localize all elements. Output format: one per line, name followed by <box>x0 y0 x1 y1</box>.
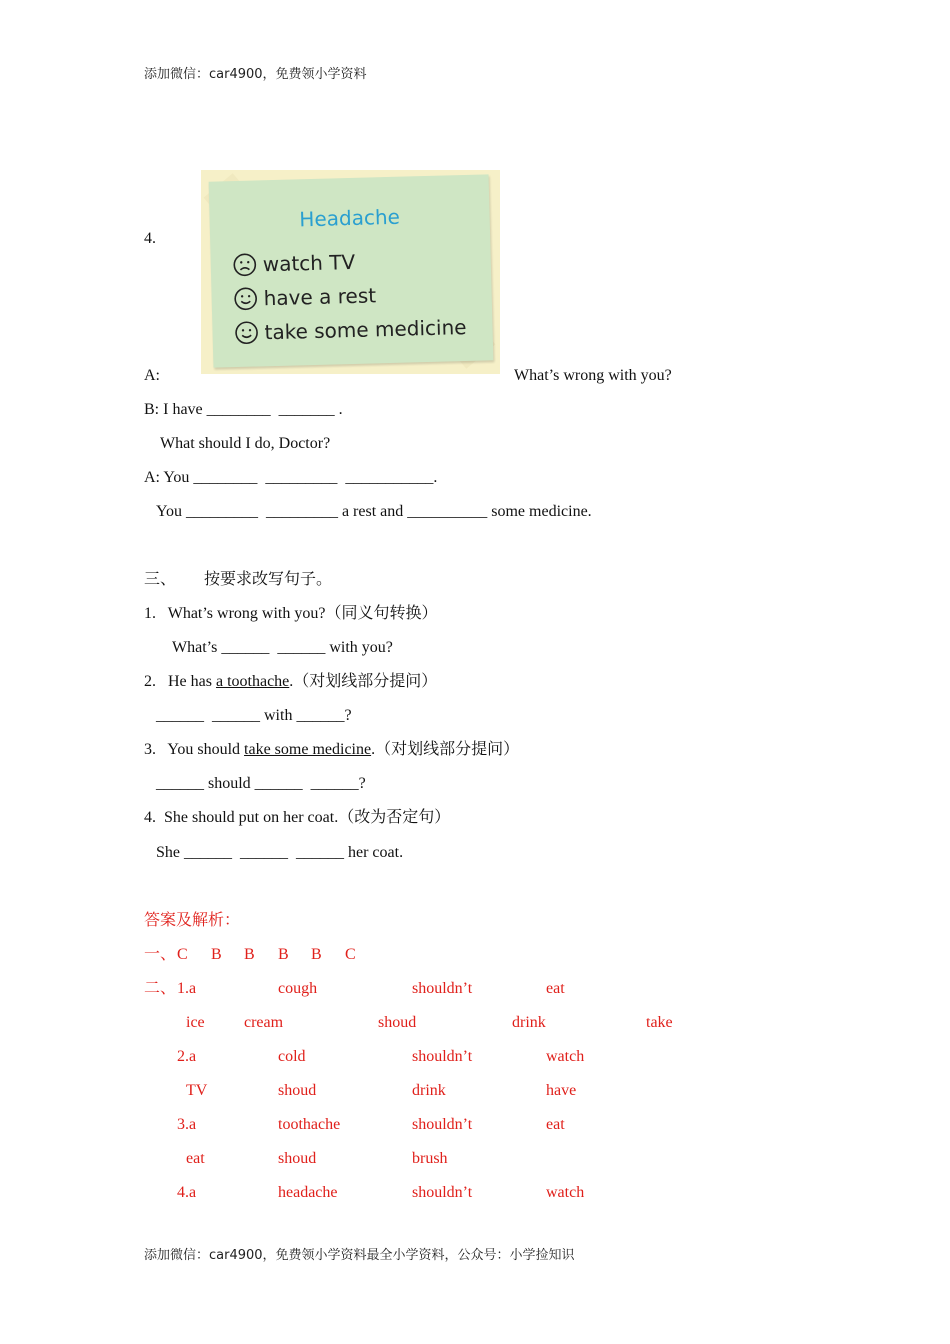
q2-prefix: 2. He has <box>144 673 216 690</box>
headache-note-image <box>201 170 500 374</box>
answer-cell: shouldn’t <box>412 1116 473 1133</box>
answer-cell: headache <box>278 1184 338 1201</box>
answers-part1-label: 一、 <box>144 946 177 963</box>
answer-cell: shouldn’t <box>412 1048 473 1065</box>
dialog-a-line2: You _________ _________ a rest and __________ some medicine. <box>156 503 592 520</box>
page-footer: 添加微信：car4900，免费领小学资料最全小学资料，公众号：小学捡知识 <box>144 1248 575 1263</box>
answer-cell: shouldn’t <box>412 1184 473 1201</box>
dialog-a-question: What’s wrong with you? <box>514 367 672 384</box>
note-item-text: take some medicine <box>264 314 467 345</box>
sad-face-icon <box>232 252 257 277</box>
note-item-have-a-rest <box>233 283 376 311</box>
note-title: Headache <box>299 204 401 232</box>
happy-face-icon <box>233 286 258 311</box>
section-3-q2 <box>144 672 437 692</box>
answer-cell: drink <box>412 1082 446 1099</box>
answer-cell: ice <box>186 1014 205 1031</box>
answer-cell: shoud <box>378 1014 417 1031</box>
answer-cell: have <box>546 1082 577 1099</box>
answer-cell: watch <box>546 1184 585 1201</box>
answer-cell: shouldn’t <box>412 980 473 997</box>
section-3-q1-blank: What’s ______ ______ with you? <box>172 639 393 656</box>
section-3-q3-blank: ______ should ______ ______? <box>156 775 366 792</box>
answer-cell: 1.a <box>177 980 197 997</box>
note-item-text: watch TV <box>262 249 356 277</box>
q3-underlined: take some medicine <box>244 741 372 758</box>
q2-suffix: .（对划线部分提问） <box>289 673 438 690</box>
answer-cell: cream <box>244 1014 284 1031</box>
answer-cell: eat <box>186 1150 205 1167</box>
page-header: 添加微信：car4900，免费领小学资料 <box>144 67 367 82</box>
answer-1-6: C <box>345 946 356 963</box>
answer-cell: eat <box>546 980 565 997</box>
note-item-watch-tv <box>232 250 355 277</box>
answers-title: 答案及解析： <box>144 912 241 929</box>
dialog-b-line2: What should I do, Doctor? <box>160 435 331 452</box>
answer-1-2: B <box>211 946 222 963</box>
answer-cell: 4.a <box>177 1184 197 1201</box>
question-4-number: 4. <box>144 230 156 247</box>
answer-cell: brush <box>412 1150 448 1167</box>
answer-cell: shoud <box>278 1082 317 1099</box>
answer-cell: 2.a <box>177 1048 197 1065</box>
note-item-text: have a rest <box>263 283 377 311</box>
section-3-q1: 1. What’s wrong with you?（同义句转换） <box>144 605 438 622</box>
answer-cell: toothache <box>278 1116 341 1133</box>
q3-suffix: .（对划线部分提问） <box>371 741 520 758</box>
answer-cell: 3.a <box>177 1116 197 1133</box>
dialog-a-label: A: <box>144 367 160 384</box>
answer-cell: take <box>646 1014 673 1031</box>
section-3-q2-blank: ______ ______ with ______? <box>156 707 352 724</box>
answer-cell: eat <box>546 1116 565 1133</box>
q2-underlined: a toothache <box>215 673 290 690</box>
dialog-a-line: A: You ________ _________ ___________. <box>144 469 438 486</box>
answer-cell: cough <box>278 980 318 997</box>
answer-1-4: B <box>278 946 289 963</box>
answer-cell: watch <box>546 1048 585 1065</box>
answer-1-3: B <box>244 946 255 963</box>
answers-part2-label: 二、 <box>144 980 177 997</box>
answer-cell: TV <box>186 1082 208 1099</box>
happy-face-icon <box>234 320 259 345</box>
dialog-b-line: B: I have ________ _______ . <box>144 401 343 418</box>
answer-cell: drink <box>512 1014 546 1031</box>
q3-prefix: 3. You should <box>144 741 245 758</box>
section-3-q4: 4. She should put on her coat.（改为否定句） <box>144 809 451 826</box>
section-3-title: 三、 按要求改写句子。 <box>144 571 333 588</box>
answer-cell: cold <box>278 1048 306 1065</box>
section-3-q3 <box>144 740 519 760</box>
answer-1-5: B <box>311 946 322 963</box>
answer-cell: shoud <box>278 1150 317 1167</box>
section-3-q4-blank: She ______ ______ ______ her coat. <box>156 844 404 861</box>
answer-1-1: C <box>177 946 188 963</box>
note-item-take-medicine <box>234 315 467 345</box>
